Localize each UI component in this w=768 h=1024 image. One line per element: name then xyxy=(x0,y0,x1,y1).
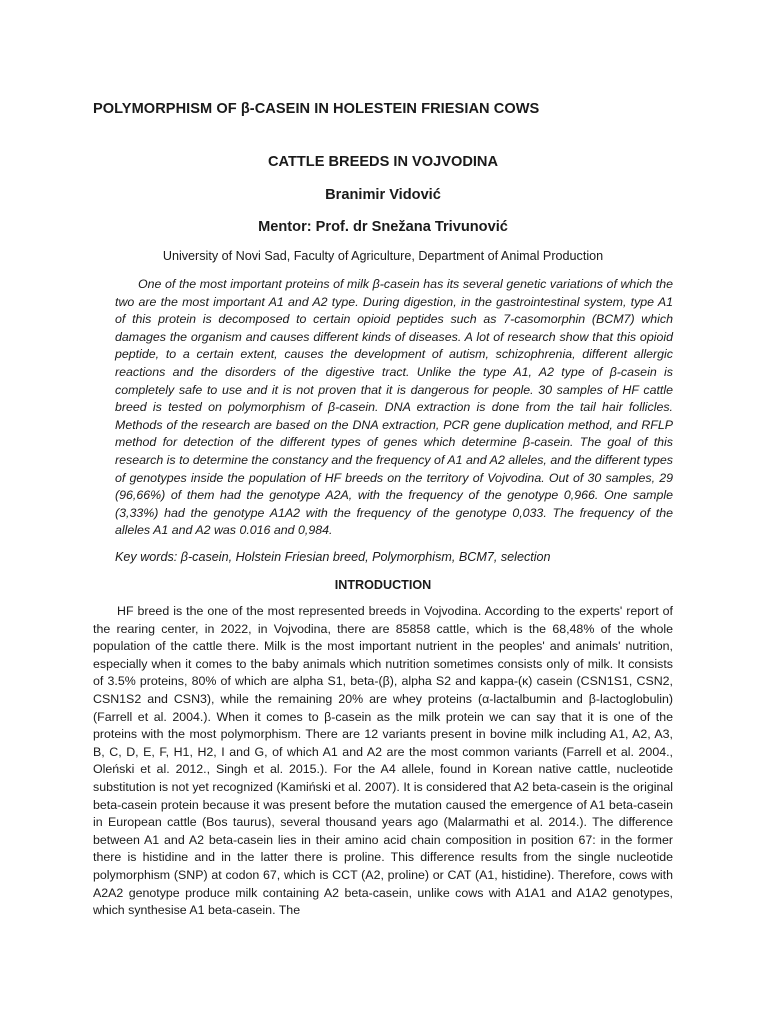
paper-title: POLYMORPHISM OF β-CASEIN IN HOLESTEIN FRIESIAN COWS xyxy=(93,101,540,117)
mentor-name: Mentor: Prof. dr Snežana Trivunović xyxy=(258,219,508,235)
affiliation: University of Novi Sad, Faculty of Agriculture, Department of Animal Production xyxy=(162,249,604,263)
introduction-paragraph: HF breed is the one of the most represented breeds in Vojvodina. According to the experts' report of the rearing center, in 2022, in Vojvodina, there are 85858 cattle, which is the 68,48% of the whole population of the cattle there. Milk is the most important nutrient in the peoples' and animals' nutrition, especially when it comes to the baby animals which nutrition sometimes consists only of milk. It consists of 3.5% proteins, 80% of which are alpha S1, beta-(β), alpha S2 and kappa-(κ) casein (CSN1S1, CSN2, CSN1S2 and CSN3), while the remaining 20% are whey proteins (α-lactalbumin and β-lactoglobulin) (Farrell et al. 2004.). When it comes to β-casein as the milk protein we can say that it is one of the proteins with the most polymorphism. There are 12 variants present in bovine milk including A1, A2, A3, B, C, D, E, F, H1, H2, I and G, of which A1 and A2 are the most common variants (Farrell et al. 2004., Oleński et al. 2012., Singh et al. 2015.). For the A4 allele, found in Korean native cattle, nucleotide substitution is not yet recognized (Kamiński et al. 2007). It is considered that A2 beta-casein is the original beta-casein protein because it was present before the mutation caused the emergence of A1 beta-casein in European cattle (Bos taurus), several thousand years ago (Malarmathi et al. 2014.). The difference between A1 and A2 beta-casein lies in their amino acid chain composition in position 67: in the former there is histidine and in the latter there is proline. This difference results from the single nucleotide polymorphism (SNP) at codon 67, which is CCT (A2, proline) or CAT (A1, histidine). Therefore, cows with A2A2 genotype produce milk containing A2 beta-casein, unlike cows with A1A1 and A1A2 genotypes, which synthesise A1 beta-casein. The xyxy=(93,604,673,918)
author-name: Branimir Vidović xyxy=(325,187,441,203)
introduction-heading: INTRODUCTION xyxy=(334,578,432,592)
paper-subtitle: CATTLE BREEDS IN VOJVODINA xyxy=(267,154,498,170)
keywords: Key words: β-casein, Holstein Friesian breed, Polymorphism, BCM7, selection xyxy=(115,550,551,564)
abstract-paragraph: One of the most important proteins of milk β-casein has its several genetic variations of which the two are the most important A1 and A2 type. During digestion, in the gastrointestinal system, type A1 of this protein is decomposed to certain opioid peptides such as 7-casomorphin (BCM7) which damages the organism and causes different kinds of diseases. A lot of research show that this opioid peptide, to a certain extent, causes the development of autism, schizophrenia, different allergic reactions and the disorders of the digestive tract. Unlike the type A1, A2 type of β-casein is completely safe to use and it is not proven that it is dangerous for people. 30 samples of HF cattle breed is tested on polymorphism of β-casein. DNA extraction is done from the tail hair follicles. Methods of the research are based on the DNA extraction, PCR gene duplication method, and RFLP method for detection of the different types of genes which determine β-casein. The goal of this research is to determine the constancy and the frequency of A1 and A2 alleles, and the different types of genotypes inside the population of HF breeds on the territory of Vojvodina. Out of 30 samples, 29 (96,66%) of them had the genotype A2A, with the frequency of the genotype 0,966. One sample (3,33%) had the genotype A1A2 with the frequency of the genotype 0,033. The frequency of the alleles A1 and A2 was 0.016 and 0,984. xyxy=(115,277,673,538)
